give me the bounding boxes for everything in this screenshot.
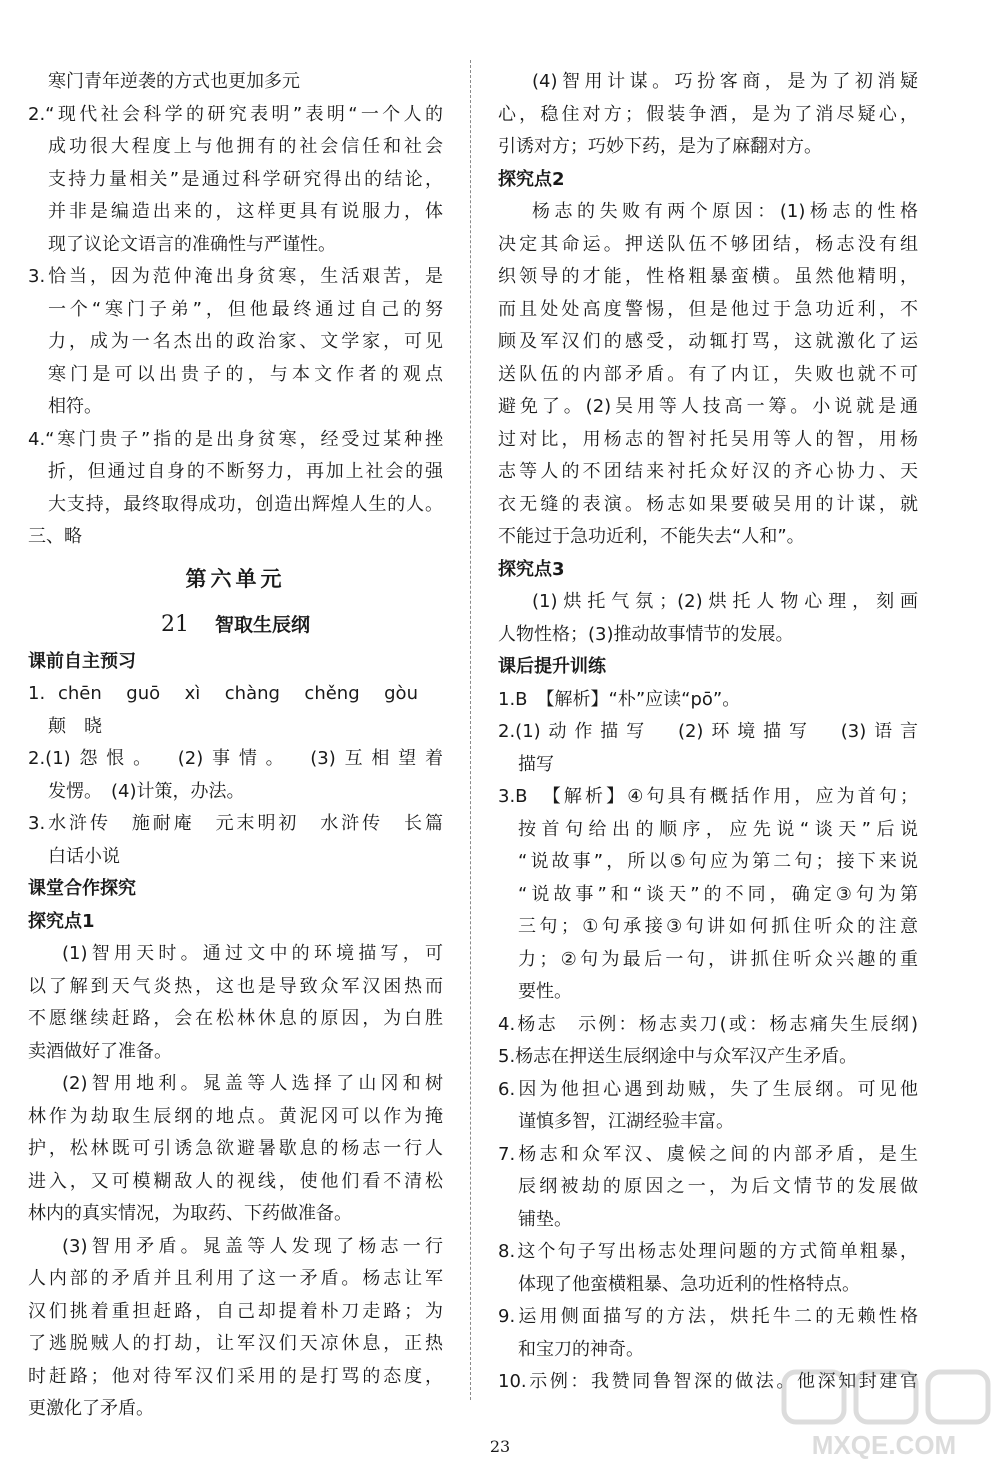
- answer-line: 体现了他蛮横粗暴、急功近利的性格特点。: [518, 1273, 860, 1295]
- answer-line: 3.水浒传 施耐庵 元末明初 水浒传 长篇: [28, 813, 443, 834]
- answer-line: 衣无缝的表演。杨志如果要破吴用的计谋，就: [498, 493, 918, 515]
- lesson-title: [28, 604, 443, 646]
- answer-line: 心，稳住对方；假装争酒，是为了消尽疑心，: [498, 103, 918, 125]
- answer-line: 现了议论文语言的准确性与严谨性。: [48, 233, 336, 255]
- answer-line: 时赶路；他对待军汉们采用的是打骂的态度，: [28, 1365, 443, 1387]
- answer-line: 5.杨志在押送生辰纲途中与众军汉产生矛盾。: [498, 1046, 858, 1067]
- answer-line: 探究点3: [498, 558, 565, 580]
- answer-line: 相符。: [48, 396, 102, 417]
- answer-line: 以了解到天气炎热，这也是导致众军汉困热而: [28, 975, 443, 997]
- pinyin-item: chěng: [304, 683, 360, 704]
- answer-line: 探究点2: [498, 168, 565, 190]
- answer-line: 7.杨志和众军汉、虞候之间的内部矛盾，是生: [498, 1143, 918, 1165]
- answer-line: 进入，又可模糊敌人的视线，使他们看不清松: [28, 1170, 443, 1192]
- answer-line: 引诱对方；巧妙下药，是为了麻翻对方。: [498, 136, 822, 157]
- answer-line: 卖酒做好了准备。: [28, 1040, 172, 1062]
- answer-line: 2.(1)动作描写 (2)环境描写 (3)语言: [498, 721, 918, 742]
- answer-line: (3)智用矛盾。晁盖等人发现了杨志一行: [62, 1235, 443, 1257]
- svg-text:MXQE.COM: MXQE.COM: [811, 1430, 957, 1460]
- left-answers-bottom: [28, 711, 443, 1426]
- answer-line: 和宝刀的神奇。: [518, 1338, 644, 1360]
- answer-line: 避免了。(2)吴用等人技高一筹。小说就是通: [498, 396, 918, 417]
- answer-line: 杨志的失败有两个原因：(1)杨志的性格: [532, 201, 918, 222]
- answer-line: 6.因为他担心遇到劫贼，失了生辰纲。可见他: [498, 1078, 918, 1100]
- answer-line: 9.运用侧面描写的方法，烘托牛二的无赖性格: [498, 1306, 918, 1327]
- left-column: [28, 66, 443, 1426]
- answer-line: 不愿继续赶路，会在松林休息的原因，为白胜: [28, 1008, 443, 1029]
- answer-line: 力；②句为最后一句，讲抓住听众兴趣的重: [518, 948, 918, 970]
- answer-line: 课堂合作探究: [28, 878, 136, 899]
- answer-line: 而且处处高度警惕，但是他过于急功近利，不: [498, 298, 918, 320]
- answer-line: 寒门是可以出贵子的，与本文作者的观点: [48, 363, 443, 385]
- answer-line: 成功很大程度上与他拥有的社会信任和社会: [48, 136, 443, 157]
- answer-line: 2.(1)怨恨。 (2)事情。 (3)互相望着: [28, 748, 443, 769]
- answer-line: 了逃脱贼人的打劫，让军汉们天凉休息，正热: [28, 1333, 443, 1354]
- answer-line: 一个“寒门子弟”，但他最终通过自己的努: [48, 298, 443, 320]
- right-answers: [498, 66, 918, 1399]
- answer-line: 过对比，用杨志的智衬托吴用等人的智，用杨: [498, 428, 918, 450]
- lesson-name: 智取生辰纲: [214, 613, 310, 636]
- answer-line: 志等人的不团结来衬托众好汉的齐心协力、天: [498, 461, 918, 482]
- pinyin-item: guō: [126, 683, 161, 704]
- answer-line: (2)智用地利。晁盖等人选择了山冈和树: [62, 1073, 443, 1094]
- answer-line: 8.这个句子写出杨志处理问题的方式简单粗暴，: [498, 1241, 918, 1262]
- column-divider: [470, 60, 471, 1400]
- right-column: [498, 66, 918, 1399]
- answer-line: 织领导的才能，性格粗暴蛮横。虽然他精明，: [498, 266, 918, 287]
- answer-line: 决定其命运。押送队伍不够团结，杨志没有组: [498, 233, 918, 255]
- answer-line: 三句；①句承接③句讲如何抓住听众的注意: [518, 916, 918, 937]
- section-heading-preview: 课前自主预习: [28, 650, 136, 672]
- answer-line: 课后提升训练: [498, 656, 606, 677]
- answer-line: “说故事”和“谈天”的不同，确定③句为第: [518, 883, 918, 905]
- pinyin-item: chàng: [224, 683, 280, 704]
- answer-line: 2.“现代社会科学的研究表明”表明“一个人的: [28, 103, 443, 125]
- answer-line: 支持力量相关”是通过科学研究得出的结论，: [48, 168, 443, 190]
- answer-line: 林内的真实情况，为取药、下药做准备。: [28, 1203, 352, 1224]
- answer-line: (4)智用计谋。巧扮客商，是为了初消疑: [532, 71, 918, 92]
- answer-line: 力，成为一名杰出的政治家、文学家，可见: [48, 331, 443, 352]
- answer-line: (1)烘托气氛；(2)烘托人物心理，刻画: [532, 591, 918, 612]
- answer-line: 按首句给出的顺序，应先说“谈天”后说: [518, 818, 918, 840]
- pinyin-item: xì: [184, 683, 201, 704]
- answer-line: “说故事”，所以⑤句应为第二句；接下来说: [518, 851, 918, 872]
- pinyin-list: [58, 678, 418, 711]
- answer-line: 三、略: [28, 526, 82, 547]
- answer-line: 3.B 【解析】④句具有概括作用，应为首句；: [498, 786, 918, 807]
- answer-line: 4.“寒门贵子”指的是出身贫寒，经受过某种挫: [28, 428, 443, 450]
- answer-line: 10.示例：我赞同鲁智深的做法。他深知封建官: [498, 1371, 918, 1392]
- answer-line: 白话小说: [48, 845, 120, 867]
- answer-line: 更激化了矛盾。: [28, 1398, 154, 1419]
- pinyin-item: gòu: [384, 683, 418, 704]
- pinyin-row: [28, 678, 443, 711]
- answer-line: 折，但通过自身的不断努力，再加上社会的强: [48, 461, 443, 482]
- answer-line: 1.B 【解析】“朴”应读“pō”。: [498, 688, 741, 710]
- answer-line: 发愣。 (4)计策，办法。: [48, 780, 245, 802]
- answer-line: 人内部的矛盾并且利用了这一矛盾。杨志让军: [28, 1268, 443, 1289]
- answer-line: 寒门青年逆袭的方式也更加多元: [48, 71, 300, 92]
- pinyin-item: chēn: [58, 683, 102, 704]
- answer-line: 护，松林既可引诱急欲避暑歇息的杨志一行人: [28, 1138, 443, 1159]
- watermark-logo: [774, 1366, 994, 1462]
- answer-line: 4.杨志 示例：杨志卖刀(或：杨志痛失生辰纲): [498, 1013, 918, 1035]
- answer-line: 大支持，最终取得成功，创造出辉煌人生的人。: [48, 493, 443, 515]
- answer-line: 汉们挑着重担赶路，自己却提着朴刀走路；为: [28, 1300, 443, 1322]
- answer-line: 颠 晓: [48, 715, 102, 737]
- answer-line: 铺垫。: [518, 1208, 572, 1230]
- lesson-number: 21: [160, 611, 189, 637]
- answer-line: 描写: [518, 753, 554, 775]
- answer-line: 不能过于急功近利，不能失去“人和”。: [498, 526, 805, 547]
- answer-line: 要性。: [518, 981, 572, 1002]
- pinyin-label: 1.: [28, 683, 46, 704]
- unit-title: 第六单元: [185, 565, 286, 591]
- answer-line: 林作为劫取生辰纲的地点。黄泥冈可以作为掩: [28, 1105, 443, 1127]
- page-number: 23: [489, 1437, 511, 1456]
- answer-line: 人物性格；(3)推动故事情节的发展。: [498, 623, 794, 645]
- answer-line: 顾及军汉们的感受，动辄打骂，这就激化了运: [498, 331, 918, 352]
- answer-line: 并非是编造出来的，这样更具有说服力，体: [48, 201, 443, 222]
- answer-line: 3.恰当，因为范仲淹出身贫寒，生活艰苦，是: [28, 266, 443, 287]
- answer-line: 探究点1: [28, 910, 95, 932]
- answer-line: 送队伍的内部矛盾。有了内讧，失败也就不可: [498, 363, 918, 385]
- answer-line: 辰纲被劫的原因之一，为后文情节的发展做: [518, 1176, 918, 1197]
- left-answers-top: [28, 66, 443, 554]
- answer-line: (1)智用天时。通过文中的环境描写，可: [62, 943, 443, 964]
- answer-line: 谨慎多智，江湖经验丰富。: [518, 1111, 734, 1132]
